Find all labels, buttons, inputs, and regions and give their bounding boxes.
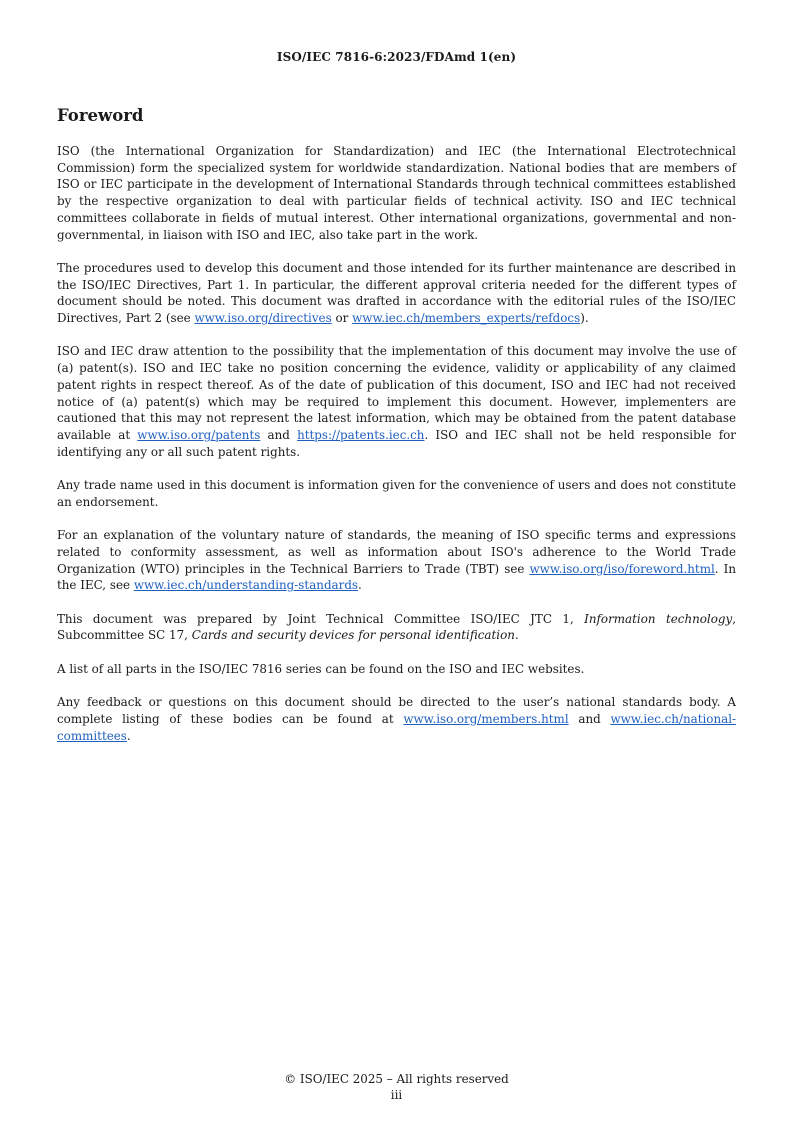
paragraph-text: or: [331, 311, 353, 326]
link-iso-foreword[interactable]: www.iso.org/iso/foreword.html: [529, 561, 715, 576]
section-title: Foreword: [57, 106, 144, 125]
subcommittee-name: Cards and security devices for personal identification: [191, 628, 515, 643]
link-iso-directives[interactable]: www.iso.org/directives: [194, 311, 332, 326]
paragraph-text: ISO and IEC draw attention to the possibility that the implementation of this document may involve the use of (a) patent(s). ISO and IEC take no position concerning the evidence, validity or applicability of any claimed patent rights in respect thereof. As of the date of publication of this document, ISO and IEC had not received notice of (a) patent(s) which may be required to implement this document. However, implementers are cautioned that this may not represent the latest information, which may be obtained from the patent database available at: [57, 344, 736, 442]
paragraph-text: Any feedback or questions on this document should be directed to the user’s national standards body. A complete listing of these bodies can be found at: [57, 695, 736, 726]
link-iec-patents[interactable]: https://patents.iec.ch: [297, 427, 425, 442]
link-iso-members[interactable]: www.iso.org/members.html: [403, 711, 569, 726]
paragraph-text: .: [126, 728, 131, 743]
paragraph-organizations: ISO (the International Organization for Standardization) and IEC (the International Electrotechnical Commission) form the specialized system for worldwide standardization. National bodies that are members of ISO or IEC participate in the development of International Standards through technical committees established by the respective organization to deal with particular fields of technical activity. ISO and IEC technical committees collaborate in fields of mutual interest. Other international organizations, governmental and non-governmental, in liaison with ISO and IEC, also take part in the work.: [57, 144, 736, 242]
paragraph-text: The procedures used to develop this document and those intended for its further maintenance are described in the ISO/IEC Directives, Part 1. In particular, the different approval criteria needed for the different types of document should be noted. This document was drafted in accordance with the editorial rules of the ISO/IEC Directives, Part 2 (see: [57, 260, 736, 326]
paragraph-text: ).: [580, 311, 589, 326]
document-header: [0, 50, 793, 64]
paragraph-text: . ISO and IEC shall not be held responsible for identifying any or all such patent rights.: [57, 427, 736, 459]
foreword-section: [57, 106, 736, 761]
link-iso-patents[interactable]: www.iso.org/patents: [137, 427, 261, 442]
paragraph-trade-name: Any trade name used in this document is information given for the convenience of users and does not constitute an endorsement.: [57, 478, 736, 509]
copyright-notice: © ISO/IEC 2025 – All rights reserved: [284, 1072, 509, 1086]
link-iec-national-committees[interactable]: www.iec.ch/national-committees: [57, 711, 737, 743]
link-iec-understanding-standards[interactable]: www.iec.ch/understanding-standards: [133, 578, 359, 593]
paragraph-text: .: [514, 628, 519, 643]
document-footer: [0, 1071, 793, 1103]
paragraph-procedures: [57, 260, 736, 327]
paragraph-series-list: A list of all parts in the ISO/IEC 7816 series can be found on the ISO and IEC websites.: [57, 661, 585, 676]
paragraph-text: .: [358, 578, 362, 593]
paragraph-feedback: [57, 694, 736, 744]
paragraph-committee: [57, 611, 736, 644]
paragraph-text: , Subcommittee SC 17,: [57, 611, 736, 643]
paragraph-text: and: [260, 427, 298, 442]
link-iec-refdocs[interactable]: www.iec.ch/members_experts/refdocs: [352, 311, 581, 326]
paragraph-patents: [57, 343, 736, 460]
paragraph-text: This document was prepared by Joint Technical Committee ISO/IEC JTC 1,: [57, 611, 585, 626]
paragraph-text: and: [568, 711, 611, 726]
paragraph-voluntary-nature: [57, 527, 736, 594]
committee-name: Information technology: [584, 611, 733, 626]
paragraph-text: . In the IEC, see: [57, 561, 736, 593]
paragraph-text: For an explanation of the voluntary nature of standards, the meaning of ISO specific terms and expressions related to conformity assessment, as well as information about ISO's adherence to the World Trade Organization (WTO) principles in the Technical Barriers to Trade (TBT) see: [57, 528, 736, 576]
document-id: ISO/IEC 7816-6:2023/FDAmd 1(en): [276, 50, 517, 64]
page-number: iii: [390, 1088, 403, 1102]
